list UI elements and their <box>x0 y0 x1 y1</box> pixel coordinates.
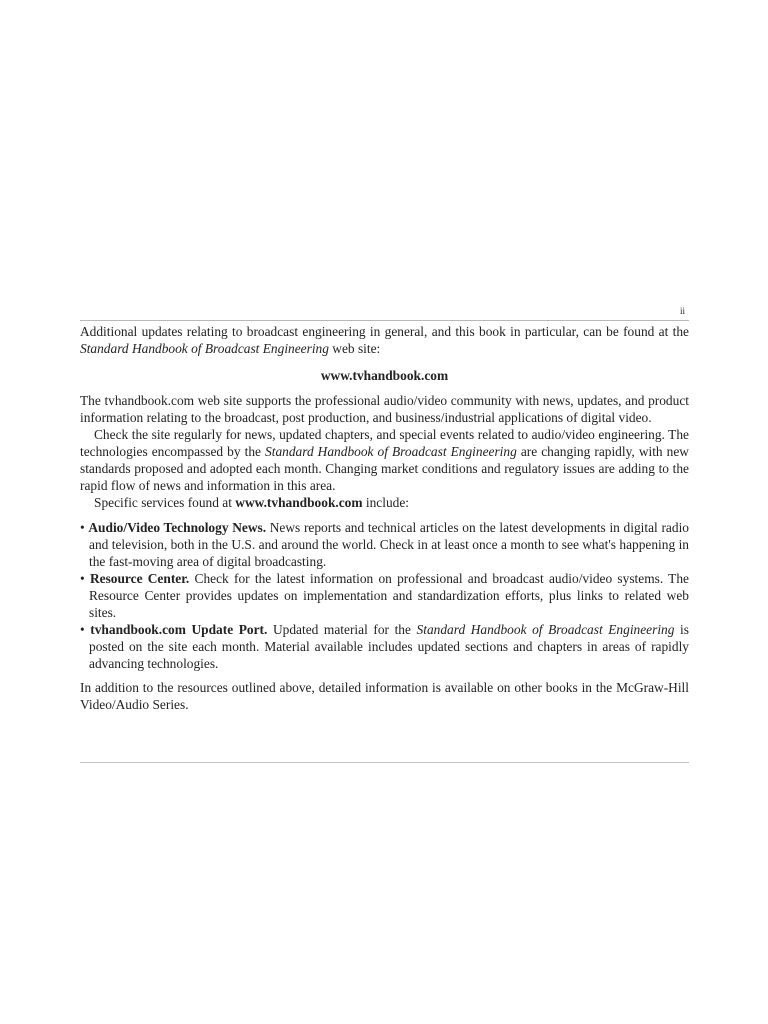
list-item-update-port <box>80 621 689 672</box>
top-rule <box>80 320 689 321</box>
paragraph-community: The tvhandbook.com web site supports the professional audio/video community with news, updates, and product information relating to the broadcast, post production, and business/industrial applications of digital video. <box>80 393 689 425</box>
services-list <box>80 519 689 672</box>
service-update-port-book-title: Standard Handbook of Broadcast Engineering <box>416 622 675 637</box>
services-intro-before: Specific services found at <box>94 495 236 510</box>
service-title-resource-center: Resource Center. <box>89 571 190 586</box>
paragraph-check-site-part1: Check the site regularly for news, updated chapters, and special events related to audio/video engineering. The technologies encompassed by the <box>80 427 689 459</box>
service-title-technology-news: Audio/Video Technology News. <box>88 520 267 535</box>
service-text-update-port-after: is posted on the site each month. Material available includes updated sections and chapters in areas of rapidly advancing technologies. <box>89 622 689 671</box>
bullet: • <box>80 520 89 535</box>
document-page <box>80 305 689 713</box>
paragraph-check-site-book-title: Standard Handbook of Broadcast Engineering <box>265 444 517 459</box>
closing-paragraph: In addition to the resources outlined above, detailed information is available on other books in the McGraw-Hill Video/Audio Series. <box>80 680 689 712</box>
service-title-update-port: tvhandbook.com Update Port. <box>90 622 268 637</box>
bullet: • <box>80 571 90 586</box>
intro-text-after: web site: <box>328 341 381 356</box>
service-text-update-port-before: Updated material for the <box>267 622 417 637</box>
bottom-rule <box>80 762 689 763</box>
intro-paragraph <box>80 323 689 357</box>
page-number: ii <box>679 306 685 316</box>
paragraph-check-site <box>80 426 689 494</box>
site-url-heading: www.tvhandbook.com <box>320 368 449 383</box>
service-text-technology-news: News reports and technical articles on the latest developments in digital radio and television, both in the U.S. and around the world. Check in at least once a month to see what's happening in the fast-moving area of digital broadcasting. <box>89 520 689 569</box>
intro-book-title: Standard Handbook of Broadcast Engineering <box>80 341 329 356</box>
list-item-technology-news <box>80 519 689 570</box>
service-text-resource-center: Check for the latest information on professional and broadcast audio/video systems. The Resource Center provides updates on implementation and standardization efforts, plus links to related web sites. <box>89 571 689 620</box>
bullet: • <box>80 622 91 637</box>
paragraph-check-site-part2: are changing rapidly, with new standards proposed and adopted each month. Changing market conditions and regulatory issues are adding to the rapid flow of news and information in this area. <box>80 444 689 493</box>
paragraph-services-intro <box>80 494 689 511</box>
services-intro-after: include: <box>362 495 410 510</box>
list-item-resource-center <box>80 570 689 621</box>
services-intro-url: www.tvhandbook.com <box>235 495 363 510</box>
intro-text-before: Additional updates relating to broadcast engineering in general, and this book in particular, can be found at the <box>80 324 689 339</box>
